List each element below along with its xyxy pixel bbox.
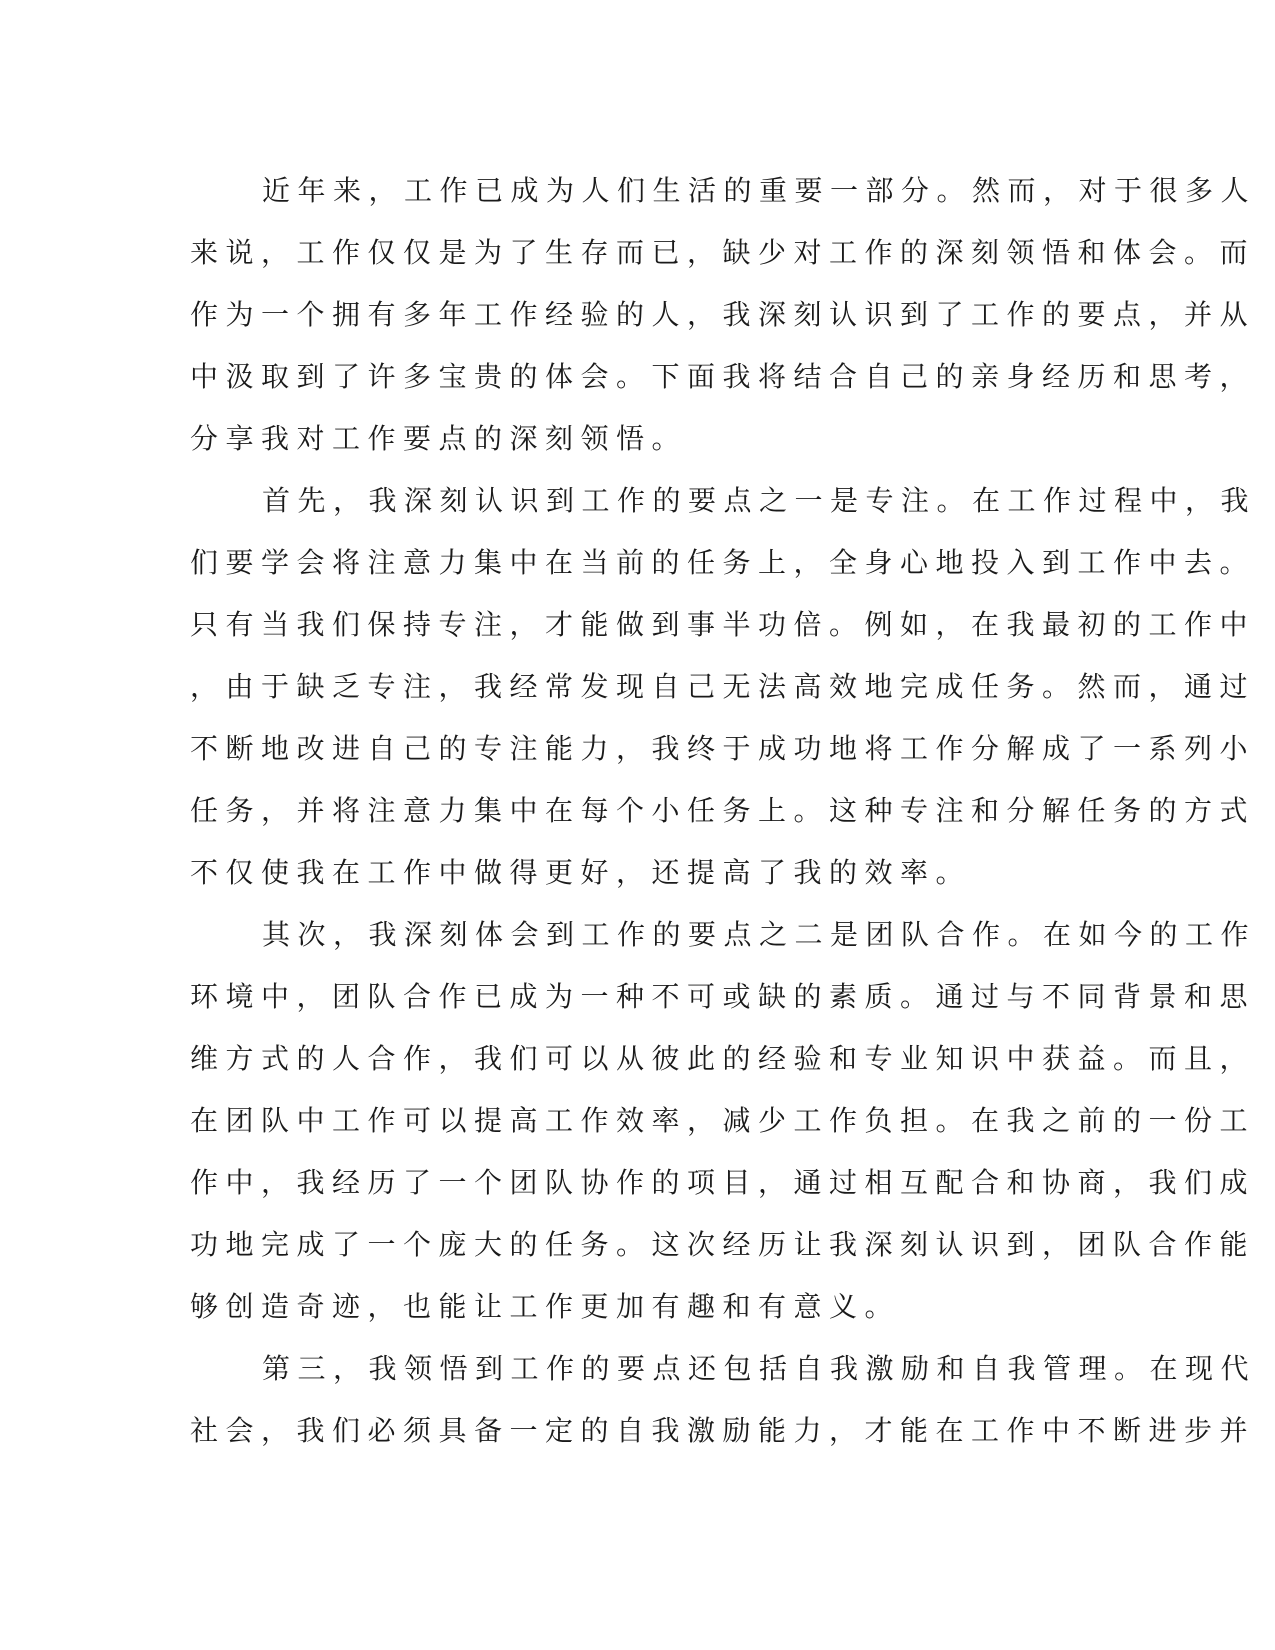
text-line: 维方式的人合作，我们可以从彼此的经验和专业知识中获益。而且，	[190, 1042, 1256, 1075]
text-line: 来说，工作仅仅是为了生存而已，缺少对工作的深刻领悟和体会。而	[190, 236, 1256, 269]
text-line: 社会，我们必须具备一定的自我激励能力，才能在工作中不断进步并	[190, 1414, 1256, 1447]
document-body	[190, 160, 1257, 1462]
paragraph-self-motivation	[190, 1338, 1257, 1462]
text-line: 任务，并将注意力集中在每个小任务上。这种专注和分解任务的方式	[190, 794, 1256, 827]
text-line: 环境中，团队合作已成为一种不可或缺的素质。通过与不同背景和思	[190, 980, 1256, 1013]
text-line: 功地完成了一个庞大的任务。这次经历让我深刻认识到，团队合作能	[190, 1228, 1256, 1261]
text-line: 作为一个拥有多年工作经验的人，我深刻认识到了工作的要点，并从	[190, 298, 1256, 331]
text-line: 第三，我领悟到工作的要点还包括自我激励和自我管理。在现代	[262, 1352, 1257, 1385]
paragraph-focus	[190, 470, 1257, 904]
paragraph-teamwork	[190, 904, 1257, 1338]
text-line: 首先，我深刻认识到工作的要点之一是专注。在工作过程中，我	[262, 484, 1257, 517]
text-line: ，由于缺乏专注，我经常发现自己无法高效地完成任务。然而，通过	[190, 670, 1256, 703]
text-line: 其次，我深刻体会到工作的要点之二是团队合作。在如今的工作	[262, 918, 1257, 951]
text-line: 们要学会将注意力集中在当前的任务上，全身心地投入到工作中去。	[190, 546, 1256, 579]
text-line: 中汲取到了许多宝贵的体会。下面我将结合自己的亲身经历和思考，	[190, 360, 1256, 393]
text-line: 作中，我经历了一个团队协作的项目，通过相互配合和协商，我们成	[190, 1166, 1256, 1199]
paragraph-intro	[190, 160, 1257, 470]
text-line: 够创造奇迹，也能让工作更加有趣和有意义。	[190, 1290, 901, 1323]
text-line: 不仅使我在工作中做得更好，还提高了我的效率。	[190, 856, 972, 889]
text-line: 在团队中工作可以提高工作效率，减少工作负担。在我之前的一份工	[190, 1104, 1256, 1137]
text-line: 分享我对工作要点的深刻领悟。	[190, 422, 688, 455]
text-line: 只有当我们保持专注，才能做到事半功倍。例如，在我最初的工作中	[190, 608, 1256, 641]
text-line: 近年来，工作已成为人们生活的重要一部分。然而，对于很多人	[262, 174, 1257, 207]
text-line: 不断地改进自己的专注能力，我终于成功地将工作分解成了一系列小	[190, 732, 1256, 765]
